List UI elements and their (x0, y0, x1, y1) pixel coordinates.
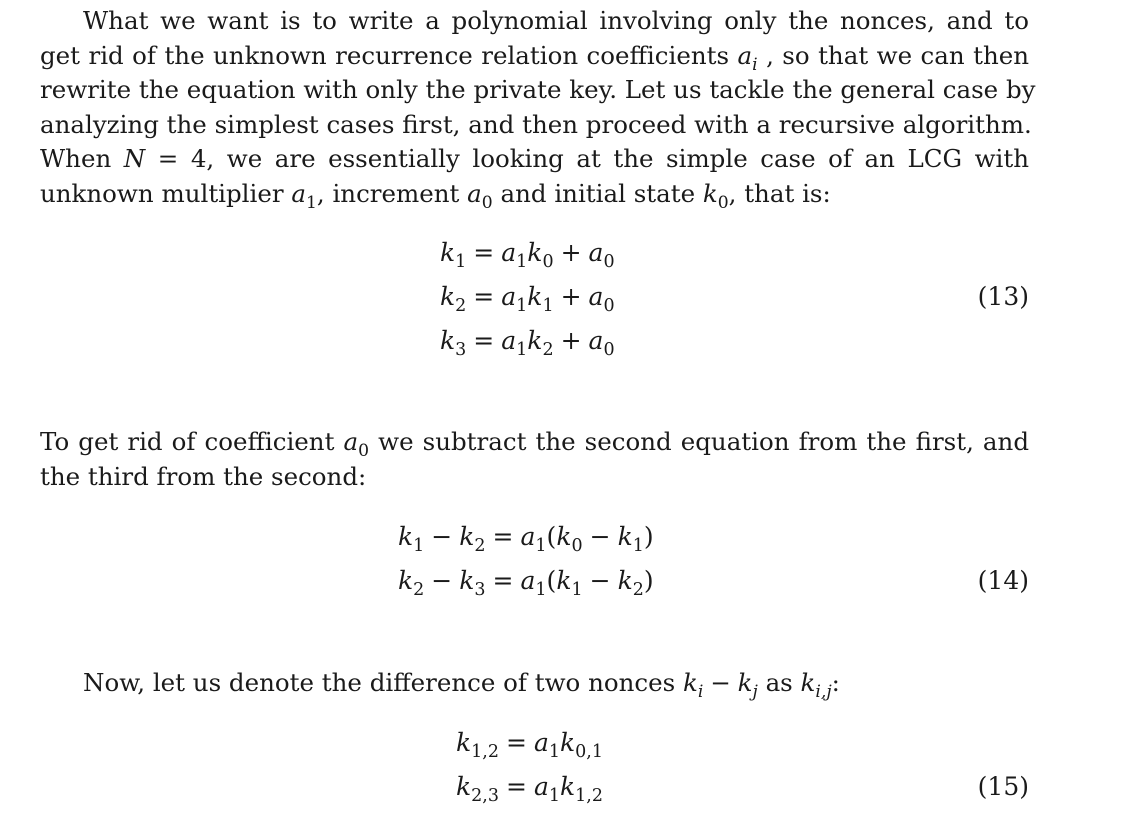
text-line (40, 39, 1029, 74)
text: To get rid of coefficient (40, 427, 335, 456)
text: we subtract the second equation from the first, and (378, 427, 1030, 456)
text: get rid of the unknown recurrence relation coefficients (40, 40, 730, 70)
equation-number: (14) (977, 566, 1029, 595)
text: analyzing the simplest cases first, and then proceed with a recursive algorithm. (40, 109, 1032, 139)
text: , that is: (728, 178, 831, 208)
equation-row: $k_2 = a_1k_1 + a_0$ (440, 282, 615, 317)
text-line (40, 460, 1029, 495)
equation-row: $k_1 - k_2 = a_1(k_0 - k_1)$ (398, 522, 654, 557)
text-line (40, 177, 1029, 212)
math-k-ij: $k_{i,j}$ (800, 668, 832, 702)
text: the third from the second: (40, 461, 367, 491)
equation-15 (0, 728, 1141, 808)
text: = 4, we are essentially looking at the simple case of an LCG with (157, 144, 1029, 173)
text: unknown multiplier (40, 178, 284, 208)
text: as (765, 668, 793, 697)
equation-row: $k_{1,2} = a_1k_{0,1}$ (456, 728, 603, 763)
math-N: N (123, 144, 146, 173)
equation-14 (0, 522, 1141, 602)
text: , so that we can then (766, 40, 1030, 70)
math-a-1: $a_1$ (291, 178, 317, 213)
text: rewrite the equation with only the private key. Let us tackle the general case by (40, 75, 1036, 104)
equation-row: $k_{2,3} = a_1k_{1,2}$ (456, 772, 603, 807)
equation-number: (15) (977, 772, 1029, 801)
equation-row: $k_1 = a_1k_0 + a_0$ (440, 238, 615, 273)
equation-number: (13) (977, 282, 1029, 311)
equation-row: $k_2 - k_3 = a_1(k_1 - k_2)$ (398, 566, 654, 601)
paragraph-notation (83, 666, 1029, 701)
paragraph-intro (40, 4, 1036, 213)
text: What we want is to write a polynomial involving only the nonces, and to (83, 6, 1029, 35)
text: When (40, 144, 112, 173)
text-line: Now, let us denote the difference of two nonces $k_i - k_j$ as $k_{i,j}$: (83, 668, 840, 702)
equation-13 (0, 238, 1141, 361)
math-a-0: $a_0$ (467, 178, 493, 213)
math-a-0: $a_0$ (343, 427, 370, 461)
math-a-i: $a_i$ (737, 40, 758, 75)
text: and initial state (500, 178, 696, 208)
text-line (40, 142, 1029, 177)
text-line (40, 425, 1029, 460)
paragraph-subtract (40, 425, 1029, 494)
text: Now, let us denote the difference of two nonces (83, 668, 676, 697)
text-line (40, 4, 1029, 39)
text-line (40, 73, 1036, 108)
math-k-0: $k_0$ (702, 178, 729, 213)
equation-row: $k_3 = a_1k_2 + a_0$ (440, 326, 615, 361)
text: , increment (316, 178, 460, 208)
math-ki-minus-kj: $k_i - k_j$ (682, 668, 758, 702)
text-line (40, 108, 1032, 143)
